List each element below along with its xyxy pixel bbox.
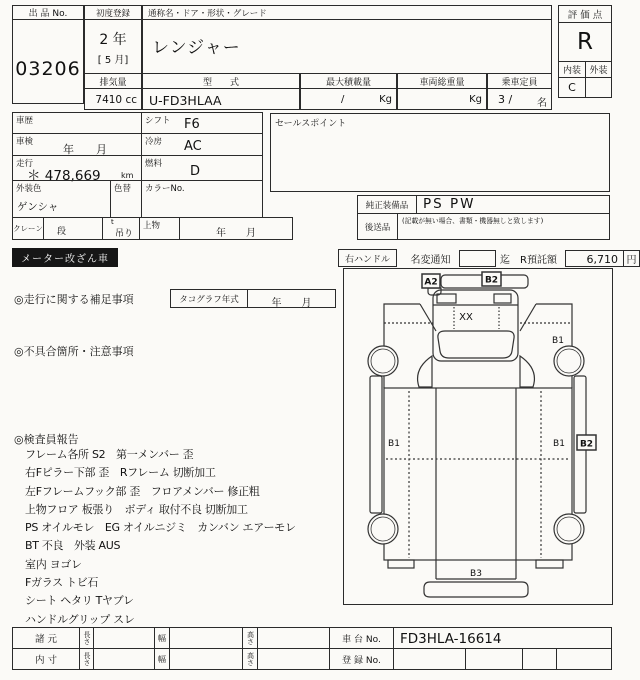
color-no-label: カラーNo. (145, 184, 185, 194)
payload-unit: Kg (379, 94, 392, 105)
rear-bumper (424, 582, 528, 597)
meter-tamper-badge: メーター改ざん車 (12, 248, 118, 267)
fuel-cell (141, 155, 263, 181)
mileage-value: ＊ 478,669 (27, 168, 101, 184)
height-value-cell (257, 627, 330, 649)
inner-length-value-cell (93, 648, 155, 670)
cab-right-light (494, 294, 511, 303)
ext-color-value: ゲンシャ (17, 201, 59, 213)
displacement-value: 7410 cc (95, 94, 137, 106)
deposit-value: 6,710 (586, 253, 618, 266)
score-label: 評 価 点 (558, 5, 612, 23)
name-change-box (459, 250, 496, 267)
mileage-label: 走行 (16, 159, 34, 169)
name-change-label: 名変通知 (410, 254, 451, 266)
ext-color-cell (12, 180, 111, 218)
inner-width-label: 幅 (154, 648, 170, 670)
model-label: 型 式 (142, 73, 300, 89)
defects-label: ◎不具合箇所・注意事項 (14, 345, 134, 358)
reg-no-cell-1 (393, 648, 466, 670)
deposit-box (565, 250, 624, 267)
chassis-no-label: 車 台 No. (329, 627, 394, 649)
payload-label: 最大積載量 (300, 73, 397, 89)
fuel-value: D (190, 164, 201, 179)
inspector-line: BT 不良 外装 AUS (25, 539, 121, 553)
inspector-line: フレーム各所 S2 第一メンバー 歪 (25, 448, 194, 461)
first-reg-month: [ 5 月] (97, 55, 129, 66)
inspector-line: Fガラス トビ石 (25, 576, 99, 590)
ac-cell (141, 133, 263, 156)
inner-width-value-cell (169, 648, 243, 670)
gvw-cell (397, 88, 487, 110)
left-step (418, 356, 432, 387)
mileage-unit: km (121, 171, 134, 180)
chassis-no-value: FD3HLA-16614 (400, 631, 502, 647)
gvw-unit: Kg (469, 94, 482, 105)
reg-no-cell-3 (522, 648, 557, 670)
displacement-cell (84, 88, 142, 110)
history-cell (12, 112, 142, 134)
inner-length-label: 長さ (79, 648, 94, 670)
exterior-grade (585, 77, 612, 98)
specs-row-label: 諸 元 (12, 627, 80, 649)
chassis-no-cell (393, 627, 612, 649)
later-items-cell (397, 213, 610, 240)
capacity-unit: 名 (537, 98, 547, 109)
inspector-line: ハンドルグリップ スレ (25, 612, 135, 626)
height-label: 高さ (242, 627, 258, 649)
displacement-label: 排気量 (84, 73, 142, 89)
inspector-line: 上物フロア 板張り ボディ 取付不良 切断加工 (25, 502, 248, 516)
model-value: U-FD3HLAA (149, 93, 222, 108)
rear-right-wheel (554, 514, 584, 544)
crane-tsuri-label: 吊り (115, 229, 134, 239)
crane-t-label: t (111, 218, 114, 226)
gvw-label: 車両総重量 (397, 73, 487, 89)
cab-outline (433, 290, 518, 361)
crane-dan-label: 段 (57, 227, 67, 237)
first-reg-year: 2 年 (99, 32, 127, 48)
sales-point-box (270, 113, 610, 192)
payload-cell (300, 88, 397, 110)
inspector-line: 左Fフレームフック部 歪 フロアメンバー 修正粗 (25, 484, 260, 498)
interior-label: 内装 (558, 61, 586, 78)
uwamono-date-value: 年 月 (216, 228, 256, 239)
damage-label-b2-side: B2 (579, 439, 594, 450)
reg-no-cell-2 (465, 648, 523, 670)
length-label: 長さ (79, 627, 94, 649)
lot-no-label: 出 品 No. (12, 5, 84, 20)
inspection-value: 年 月 (63, 143, 107, 156)
inspector-line: 室内 ヨゴレ (25, 557, 82, 571)
capacity-cell (487, 88, 552, 110)
damage-label-b1-front: B1 (552, 336, 564, 346)
rear-left-tab (388, 560, 414, 568)
rear-left-wheel (368, 514, 398, 544)
bed-outline (384, 388, 572, 560)
inner-height-value-cell (257, 648, 330, 670)
uwamono-date-cell (179, 217, 293, 240)
first-reg-label: 初度登録 (84, 5, 142, 20)
tacho-label: タコグラフ年式 (170, 289, 248, 308)
inspector-line: PS オイルモレ EG オイルニジミ カンバン エアーモレ (25, 521, 296, 535)
right-diagonal (520, 304, 536, 331)
exterior-label: 外装 (585, 61, 612, 78)
ac-value: AC (184, 139, 202, 154)
width-value-cell (169, 627, 243, 649)
uwamono-cell (139, 217, 180, 240)
windshield (438, 331, 514, 358)
oem-equip-value: PS PW (423, 196, 476, 212)
crane-label: クレーン (12, 217, 44, 240)
inner-height-label: 高さ (242, 648, 258, 670)
inspection-label: 車検 (16, 137, 34, 147)
shift-label: シフト (145, 116, 171, 126)
tacho-value: 年 月 (271, 298, 312, 309)
color-no-cell (141, 180, 263, 218)
length-value-cell (93, 627, 155, 649)
damage-label-a2: A2 (424, 277, 438, 288)
damage-label-b1-left: B1 (388, 439, 400, 449)
model-cell (142, 88, 300, 110)
body-left-edge (384, 304, 420, 388)
payload-value: / (341, 94, 345, 105)
crane-dan-cell (43, 217, 103, 240)
front-left-wheel (368, 346, 398, 376)
sales-point-label: セールスポイント (275, 119, 347, 129)
name-grade-label: 通称名・ドア・形状・グレード (142, 5, 552, 20)
later-items-note: (記載が無い場合、書類・機器無しと致します) (402, 217, 544, 225)
damage-label-b1-right: B1 (553, 439, 565, 449)
left-side-rail (370, 376, 382, 513)
mileage-cell (12, 155, 142, 184)
shift-cell (141, 112, 263, 134)
reg-no-cell-4 (556, 648, 612, 670)
front-right-wheel (554, 346, 584, 376)
fuel-label: 燃料 (145, 159, 163, 169)
mileage-note-label: ◎走行に関する補足事項 (14, 293, 134, 306)
inspector-line: シート ヘタリ Tヤブレ (25, 594, 134, 608)
deposit-label: R預託額 (520, 254, 557, 266)
oem-equip-label: 純正装備品 (357, 195, 417, 214)
history-label: 車歴 (16, 116, 34, 126)
truck-top-view (344, 269, 612, 604)
inspector-report-label: ◎検査員報告 (14, 433, 79, 446)
inspector-line: 右Fピラー下部 歪 Rフレーム 切断加工 (25, 466, 216, 480)
deposit-unit: 円 (623, 250, 640, 267)
wheels (368, 346, 584, 544)
damage-label-b2-top: B2 (484, 275, 499, 286)
ext-color-label: 外装色 (16, 184, 42, 194)
lot-no-cell (12, 19, 84, 104)
oem-equip-cell (416, 195, 610, 214)
first-reg-cell (84, 19, 142, 74)
damage-label-b3: B3 (470, 569, 482, 579)
rhd-badge: 右ハンドル (338, 249, 397, 267)
name-grade-cell (142, 19, 552, 74)
left-diagonal (420, 304, 436, 331)
lot-no-value: 03206 (15, 58, 81, 80)
until-label: 迄 (500, 254, 510, 266)
inspection-cell (12, 133, 142, 156)
shift-value: F6 (184, 117, 200, 132)
color-change-label: 色替 (114, 184, 132, 194)
tacho-cell (247, 289, 336, 308)
capacity-value: 3 / (498, 93, 513, 106)
vehicle-name: レンジャー (152, 38, 241, 58)
inner-row-label: 内 寸 (12, 648, 80, 670)
damage-label-xx: XX (459, 312, 473, 323)
width-label: 幅 (154, 627, 170, 649)
reg-no-label: 登 録 No. (329, 648, 394, 670)
later-items-label: 後送品 (357, 213, 398, 240)
cab-left-light (437, 294, 456, 303)
damage-diagram-box (343, 268, 613, 605)
ac-label: 冷房 (145, 137, 163, 147)
uwamono-label: 上物 (143, 221, 161, 231)
right-step (520, 356, 534, 387)
color-change-cell (110, 180, 142, 218)
crane-tsuri-cell (102, 217, 140, 240)
score-value: R (558, 22, 612, 62)
interior-grade: C (558, 77, 586, 98)
rear-right-tab (536, 560, 563, 568)
capacity-label: 乗車定員 (487, 73, 552, 89)
inspector-report-lines (25, 446, 339, 632)
